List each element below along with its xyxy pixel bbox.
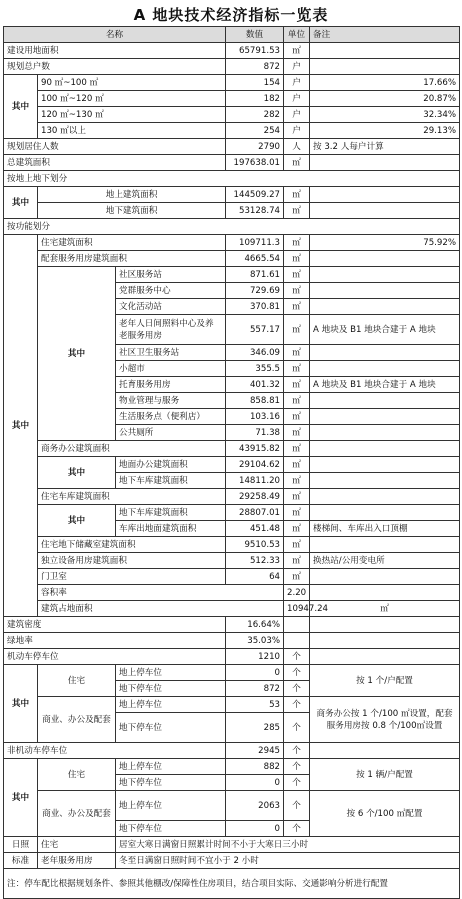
row-label: 小超市: [116, 361, 226, 377]
row-note: 17.66%: [310, 75, 460, 91]
row-note: 按 1 辆/户配置: [310, 759, 460, 791]
table-row: [4, 759, 460, 775]
table-row: [4, 601, 460, 617]
row-note: [310, 43, 460, 59]
row-unit: ㎡: [284, 441, 310, 457]
row-value: 1210: [226, 649, 284, 665]
row-note: 按 6 个/100 ㎡配置: [310, 791, 460, 837]
row-label: 物业管理与服务: [116, 393, 226, 409]
row-unit: ㎡: [284, 569, 310, 585]
row-value: 43915.82: [226, 441, 284, 457]
row-unit: ㎡: [284, 409, 310, 425]
header-value: 数值: [226, 27, 284, 43]
row-note: [310, 617, 460, 633]
table-row: [4, 743, 460, 759]
row-unit: [284, 633, 310, 649]
row-unit: 个: [284, 665, 310, 681]
table-row: [4, 617, 460, 633]
group-label: 其中: [4, 75, 38, 139]
row-label: 地下车库建筑面积: [116, 473, 226, 489]
row-label: 130 ㎡以上: [38, 123, 226, 139]
row-label: 社区服务站: [116, 267, 226, 283]
row-value: 254: [226, 123, 284, 139]
row-note: 75.92%: [310, 235, 460, 251]
table-row: [4, 251, 460, 267]
table-row: [4, 537, 460, 553]
row-note: 29.13%: [310, 123, 460, 139]
row-unit: 户: [284, 107, 310, 123]
row-unit: ㎡: [284, 283, 310, 299]
footnote: 注：停车配比根据规划条件、参照其他棚改/保障性住房项目，结合项目实际、交通影响分析进行配置: [4, 869, 460, 899]
row-value: 0: [226, 665, 284, 681]
table-row: [4, 633, 460, 649]
row-note: [310, 59, 460, 75]
row-note: 楼梯间、车库出入口顶棚: [310, 521, 460, 537]
row-label: 地上停车位: [116, 759, 226, 775]
row-note: 换热站/公用变电所: [310, 553, 460, 569]
header-unit: 单位: [284, 27, 310, 43]
row-label: 地下停车位: [116, 681, 226, 697]
row-label: 总建筑面积: [4, 155, 226, 171]
table-row: [4, 585, 460, 601]
row-note: [310, 203, 460, 219]
row-value: 0: [226, 775, 284, 791]
row-label: 地面办公建筑面积: [116, 457, 226, 473]
row-value: 355.5: [226, 361, 284, 377]
row-value: 109711.3: [226, 235, 284, 251]
row-note: [310, 473, 460, 489]
row-unit: ㎡: [284, 315, 310, 345]
table-title: A 地块技术经济指标一览表: [133, 6, 329, 24]
row-value: 858.81: [226, 393, 284, 409]
row-label: 建筑占地面积: [38, 601, 284, 617]
row-unit: [284, 617, 310, 633]
row-value: 346.09: [226, 345, 284, 361]
row-value: 14811.20: [226, 473, 284, 489]
row-value: 144509.27: [226, 187, 284, 203]
row-unit: 个: [284, 681, 310, 697]
row-note: [310, 393, 460, 409]
row-value: 872: [226, 59, 284, 75]
row-unit: 个: [284, 775, 310, 791]
row-note: [310, 537, 460, 553]
row-label: 规划居住人数: [4, 139, 226, 155]
subgroup-label: 住宅: [38, 665, 116, 697]
row-note: [310, 457, 460, 473]
row-label: 90 ㎡~100 ㎡: [38, 75, 226, 91]
table-row: [4, 665, 460, 681]
subgroup-label: 商业、办公及配套: [38, 697, 116, 743]
row-unit: ㎡: [284, 457, 310, 473]
row-note: [310, 345, 460, 361]
row-value: 103.16: [226, 409, 284, 425]
row-note: [310, 649, 460, 665]
row-note: A 地块及 B1 地块合建于 A 地块: [310, 377, 460, 393]
row-value: 28807.01: [226, 505, 284, 521]
table-row: [4, 59, 460, 75]
row-unit: 个: [284, 791, 310, 821]
row-label: 100 ㎡~120 ㎡: [38, 91, 226, 107]
row-value: 64: [226, 569, 284, 585]
row-note: 按 3.2 人每户计算: [310, 139, 460, 155]
row-value: 9510.53: [226, 537, 284, 553]
header-name: 名称: [4, 27, 226, 43]
row-value: 4665.54: [226, 251, 284, 267]
row-unit: 户: [284, 75, 310, 91]
group-label: 其中: [38, 457, 116, 489]
row-unit: 个: [284, 713, 310, 743]
row-value: 282: [226, 107, 284, 123]
header-note: 备注: [310, 27, 460, 43]
row-label: 公共厕所: [116, 425, 226, 441]
row-value: 2790: [226, 139, 284, 155]
row-note: [310, 489, 460, 505]
group-label: 其中: [4, 665, 38, 743]
table-row: [4, 505, 460, 521]
row-value: 370.81: [226, 299, 284, 315]
row-unit: ㎡: [284, 251, 310, 267]
table-row: [4, 441, 460, 457]
table-row: [4, 155, 460, 171]
row-note: [310, 569, 460, 585]
section-row: [4, 171, 460, 187]
row-note: 20.87%: [310, 91, 460, 107]
row-unit: [310, 585, 460, 601]
row-unit: ㎡: [284, 235, 310, 251]
row-unit: 户: [284, 59, 310, 75]
row-unit: ㎡: [284, 345, 310, 361]
table-row: [4, 791, 460, 821]
row-label: 配套服务用房建筑面积: [38, 251, 226, 267]
row-value: 0: [226, 821, 284, 837]
row-value: 197638.01: [226, 155, 284, 171]
row-value: 557.17: [226, 315, 284, 345]
row-label: 托育服务用房: [116, 377, 226, 393]
row-label: 规划总户数: [4, 59, 226, 75]
row-unit: ㎡: [284, 203, 310, 219]
row-text: 居室大寒日满窗日照累计时间不小于大寒日三小时: [116, 837, 460, 853]
row-value: 2945: [226, 743, 284, 759]
row-note: [310, 441, 460, 457]
group-label: 其中: [4, 759, 38, 837]
row-unit: ㎡: [284, 155, 310, 171]
row-label: 生活服务点（便利店）: [116, 409, 226, 425]
row-unit: 个: [284, 759, 310, 775]
row-label: 老年服务用房: [38, 853, 116, 869]
row-note: [310, 187, 460, 203]
row-value: 285: [226, 713, 284, 743]
row-label: 地下停车位: [116, 821, 226, 837]
row-unit: 个: [284, 697, 310, 713]
row-unit: ㎡: [284, 187, 310, 203]
row-value: 53: [226, 697, 284, 713]
row-value: 35.03%: [226, 633, 284, 649]
group-label: 其中: [4, 235, 38, 617]
row-label: 机动车停车位: [4, 649, 226, 665]
row-note: [310, 633, 460, 649]
row-label: 非机动车停车位: [4, 743, 226, 759]
row-value: 10947.24: [284, 601, 310, 617]
row-value: 2063: [226, 791, 284, 821]
row-unit: ㎡: [284, 537, 310, 553]
row-note: [310, 155, 460, 171]
row-label: 党群服务中心: [116, 283, 226, 299]
row-label: 商务办公建筑面积: [38, 441, 226, 457]
row-value: 401.32: [226, 377, 284, 393]
row-value: 182: [226, 91, 284, 107]
row-unit: 户: [284, 123, 310, 139]
section-label: 按功能划分: [4, 219, 460, 235]
row-value: 882: [226, 759, 284, 775]
row-note: [310, 299, 460, 315]
row-note: 32.34%: [310, 107, 460, 123]
table-row: [4, 91, 460, 107]
row-value: 451.48: [226, 521, 284, 537]
row-note: 按 1 个/户配置: [310, 665, 460, 697]
row-label: 独立设备用房建筑面积: [38, 553, 226, 569]
row-unit: ㎡: [284, 505, 310, 521]
table-row: [4, 853, 460, 869]
row-label: 地上停车位: [116, 697, 226, 713]
row-unit: ㎡: [284, 393, 310, 409]
table-row: [4, 123, 460, 139]
header-row: [4, 27, 460, 43]
table-row: [4, 267, 460, 283]
group-label: 其中: [38, 505, 116, 537]
row-unit: ㎡: [284, 377, 310, 393]
row-label: 住宅地下储藏室建筑面积: [38, 537, 226, 553]
group-label: 其中: [4, 187, 38, 219]
indicator-sheet: [0, 4, 462, 889]
row-unit: ㎡: [284, 267, 310, 283]
table-row: [4, 837, 460, 853]
row-label: 门卫室: [38, 569, 226, 585]
row-label: 建筑密度: [4, 617, 226, 633]
row-unit: ㎡: [284, 361, 310, 377]
row-label: 地下停车位: [116, 775, 226, 791]
row-value: 154: [226, 75, 284, 91]
row-value: 65791.53: [226, 43, 284, 59]
row-unit: ㎡: [284, 425, 310, 441]
row-note: [310, 251, 460, 267]
row-unit: 个: [284, 743, 310, 759]
table-row: [4, 235, 460, 251]
row-note: [310, 267, 460, 283]
section-label: 按地上地下划分: [4, 171, 460, 187]
row-unit: ㎡: [284, 473, 310, 489]
row-value: 29258.49: [226, 489, 284, 505]
row-label: 车库出地面建筑面积: [116, 521, 226, 537]
table-row: [4, 75, 460, 91]
row-label: 地上停车位: [116, 791, 226, 821]
row-value: 2.20: [284, 585, 310, 601]
row-label: 住宅车库建筑面积: [38, 489, 226, 505]
table-row: [4, 457, 460, 473]
table-row: [4, 107, 460, 123]
row-unit: 个: [284, 649, 310, 665]
subgroup-label: 商业、办公及配套: [38, 791, 116, 837]
row-label: 地上建筑面积: [38, 187, 226, 203]
row-value: 871.61: [226, 267, 284, 283]
row-label: 120 ㎡~130 ㎡: [38, 107, 226, 123]
row-value: 53128.74: [226, 203, 284, 219]
row-unit: ㎡: [284, 521, 310, 537]
row-label: 地下车库建筑面积: [116, 505, 226, 521]
row-note: [310, 409, 460, 425]
row-note: [310, 743, 460, 759]
row-label: 绿地率: [4, 633, 226, 649]
sunlight-label: 日照: [4, 837, 38, 853]
row-unit: 户: [284, 91, 310, 107]
row-label: 容积率: [38, 585, 284, 601]
table-row: [4, 569, 460, 585]
group-label: 其中: [38, 267, 116, 441]
row-note: [310, 505, 460, 521]
subgroup-label: 住宅: [38, 759, 116, 791]
row-unit: ㎡: [284, 43, 310, 59]
row-text: 冬至日满窗日照时间不宜小于 2 小时: [116, 853, 460, 869]
row-note: A 地块及 B1 地块合建于 A 地块: [310, 315, 460, 345]
footnote-row: [4, 869, 460, 899]
row-note: [310, 361, 460, 377]
row-note: 商务办公按 1 个/100 ㎡设置，配套服务用房按 0.8 个/100㎡设置: [310, 697, 460, 743]
row-label: 文化活动站: [116, 299, 226, 315]
row-label: 地下建筑面积: [38, 203, 226, 219]
table-row: [4, 43, 460, 59]
table-row: [4, 489, 460, 505]
standard-label: 标准: [4, 853, 38, 869]
row-unit: ㎡: [310, 601, 460, 617]
row-label: 住宅: [38, 837, 116, 853]
row-value: 16.64%: [226, 617, 284, 633]
row-label: 住宅建筑面积: [38, 235, 226, 251]
table-row: [4, 203, 460, 219]
table-row: [4, 139, 460, 155]
table-row: [4, 649, 460, 665]
table-row: [4, 187, 460, 203]
row-unit: ㎡: [284, 489, 310, 505]
row-label: 老年人日间照料中心及养老服务用房: [116, 315, 226, 345]
row-value: 729.69: [226, 283, 284, 299]
row-unit: ㎡: [284, 299, 310, 315]
row-label: 地下停车位: [116, 713, 226, 743]
row-unit: ㎡: [284, 553, 310, 569]
indicator-table: [3, 26, 460, 899]
row-label: 社区卫生服务站: [116, 345, 226, 361]
table-row: [4, 697, 460, 713]
row-unit: 个: [284, 821, 310, 837]
row-note: [310, 425, 460, 441]
row-note: [310, 283, 460, 299]
row-unit: 人: [284, 139, 310, 155]
row-value: 872: [226, 681, 284, 697]
row-value: 71.38: [226, 425, 284, 441]
row-label: 地上停车位: [116, 665, 226, 681]
row-value: 512.33: [226, 553, 284, 569]
table-row: [4, 553, 460, 569]
row-value: 29104.62: [226, 457, 284, 473]
section-row: [4, 219, 460, 235]
row-label: 建设用地面积: [4, 43, 226, 59]
